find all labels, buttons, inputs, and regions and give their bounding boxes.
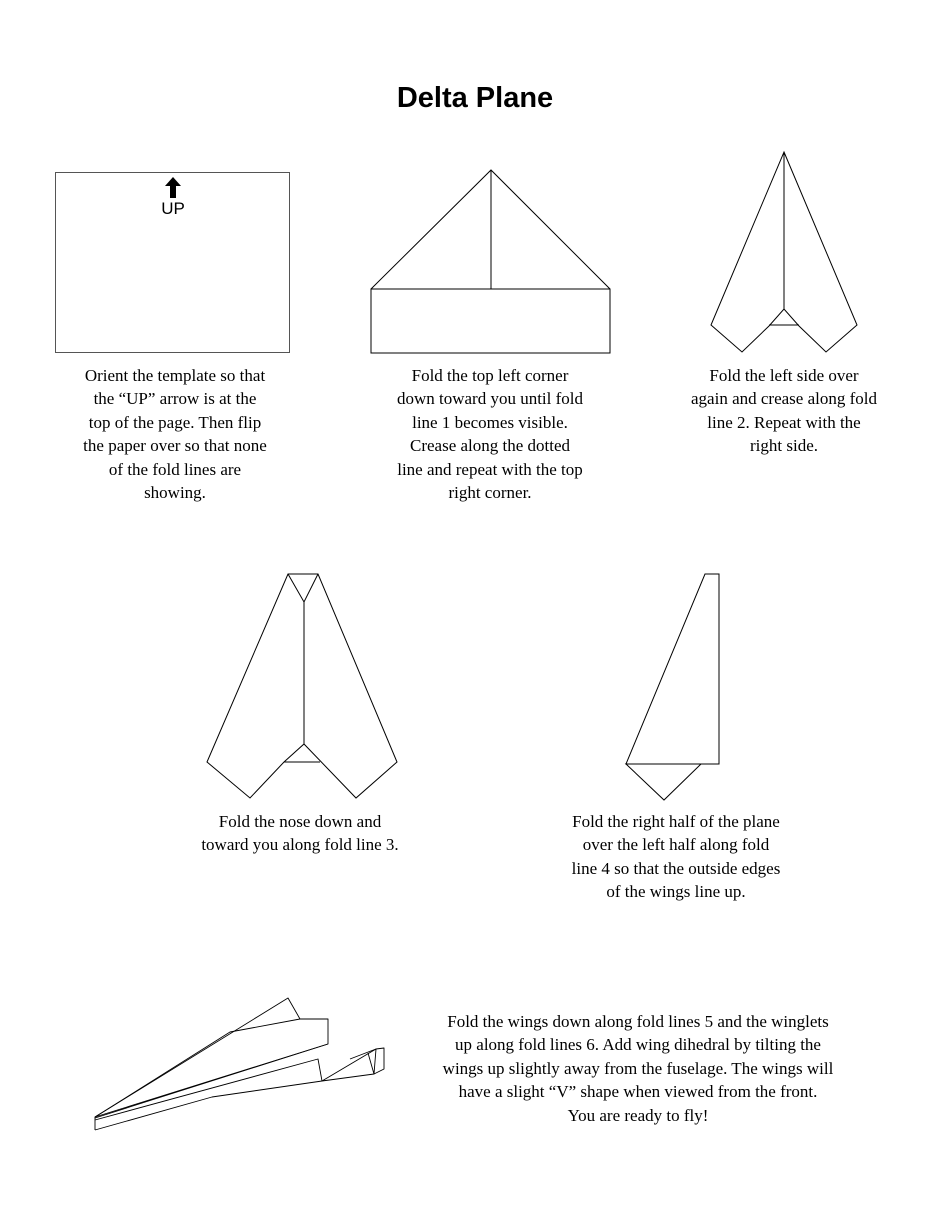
step-2-diagram: [370, 169, 612, 355]
step-5-diagram: [624, 573, 722, 803]
step-3-diagram: [709, 151, 859, 355]
wing-panel: [95, 1019, 328, 1117]
step-4-caption: Fold the nose down and toward you along fold line 3.: [201, 812, 399, 855]
step-6-finished-plane-diagram: [92, 997, 388, 1133]
step-6-caption: Fold the wings down along fold lines 5 and the winglets up along fold lines 6. Add wing dihedral by tilting the wings up slightly away from the fuselage. The wings will have a slight “V” shape when viewed from the front. You are ready to fly!: [442, 1012, 834, 1125]
half-plane-keel: [626, 764, 701, 800]
half-plane-outline: [626, 574, 719, 764]
plane-outline: [207, 574, 397, 798]
step-4-diagram: [206, 573, 400, 801]
up-label: UP: [161, 199, 185, 218]
fuselage-crease: [95, 1044, 328, 1118]
step-1-caption: Orient the template so that the “UP” arrow is at the top of the page. Then flip the paper over so that none of the fold lines are showing.: [83, 366, 267, 503]
page-title: Delta Plane: [396, 82, 554, 114]
nose-fold-lines: [288, 574, 318, 602]
step-2-caption: Fold the top left corner down toward you until fold line 1 becomes visible. Crease along the dotted line and repeat with the top right corner.: [396, 366, 584, 503]
folded-sheet-body: [371, 289, 610, 353]
winglet: [350, 1049, 376, 1074]
step-5-caption: Fold the right half of the plane over the left half along fold line 4 so that the outside edges of the wings line up.: [571, 812, 781, 902]
wing-upper-edge: [95, 998, 300, 1117]
fuselage-lower: [95, 1059, 322, 1130]
step-3-caption: Fold the left side over again and crease along fold line 2. Repeat with the right side.: [691, 366, 877, 456]
step-1-template-diagram: [55, 172, 291, 354]
